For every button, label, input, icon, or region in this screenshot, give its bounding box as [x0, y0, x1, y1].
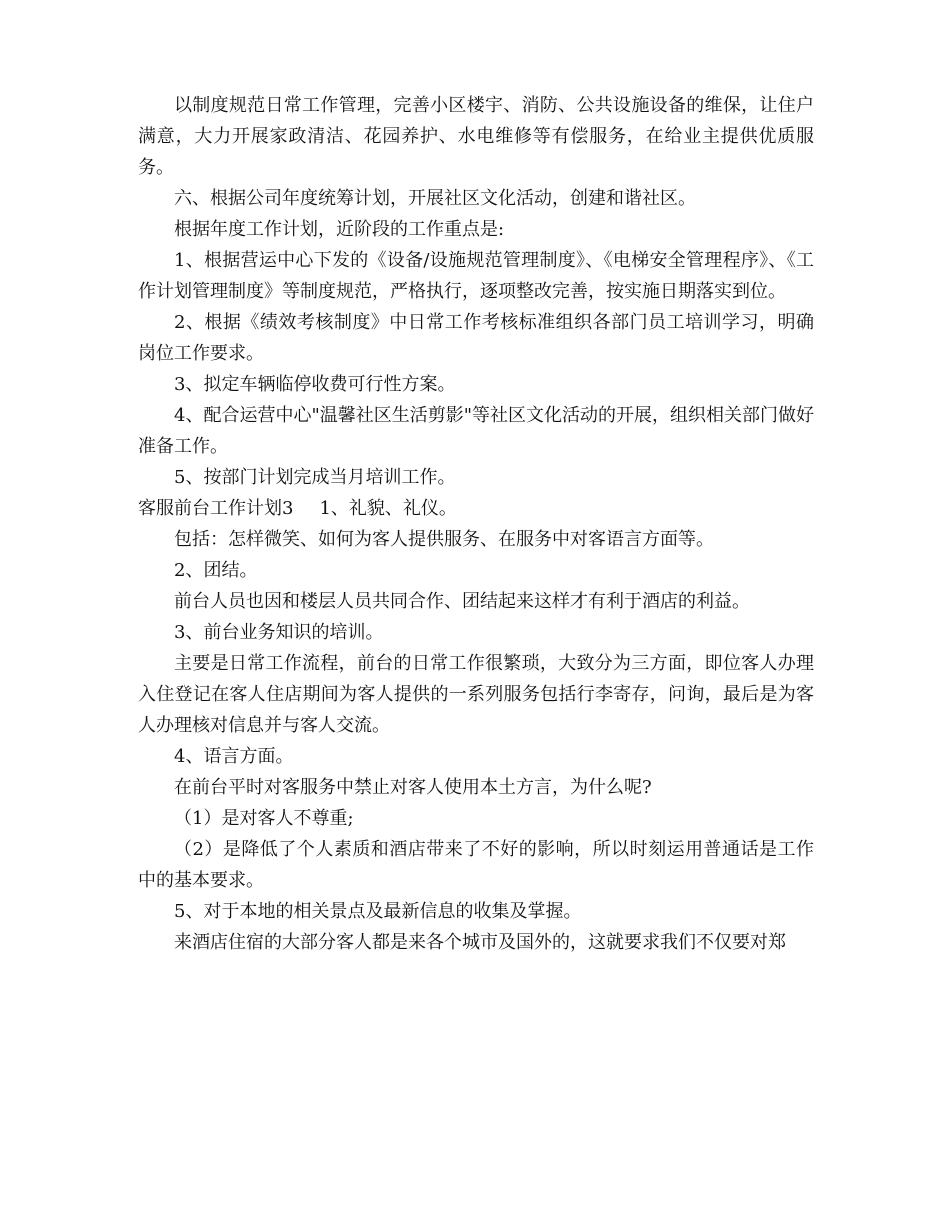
paragraph-5: 2、根据《绩效考核制度》中日常工作考核标准组织各部门员工培训学习，明确岗位工作要求。: [138, 312, 814, 364]
paragraph-18: （2）是降低了个人素质和酒店带来了不好的影响，所以时刻运用普通话是工作中的基本要求。: [138, 839, 814, 891]
paragraph-11: 2、团结。: [174, 560, 258, 581]
paragraph-12: 前台人员也因和楼层人员共同合作、团结起来这样才有利于酒店的利益。: [174, 591, 750, 612]
paragraph-10: 包括：怎样微笑、如何为客人提供服务、在服务中对客语言方面等。: [174, 529, 714, 550]
paragraph-13: 3、前台业务知识的培训。: [174, 622, 384, 643]
section-heading-line: [138, 493, 814, 524]
paragraph-8: 5、按部门计划完成当月培训工作。: [174, 467, 456, 488]
paragraph-7: 4、配合运营中心"温馨社区生活剪影"等社区文化活动的开展，组织相关部门做好准备工作。: [138, 405, 815, 457]
section-title: 客服前台工作计划3: [138, 498, 294, 519]
paragraph-3: 根据年度工作计划，近阶段的工作重点是:: [174, 219, 505, 240]
paragraph-1: 以制度规范日常工作管理，完善小区楼宇、消防、公共设施设备的维保，让住户满意，大力开展家政清洁、花园养护、水电维修等有偿服务，在给业主提供优质服务。: [138, 95, 814, 178]
paragraph-14: 主要是日常工作流程，前台的日常工作很繁琐，大致分为三方面，即位客人办理入住登记在客人住店期间为客人提供的一系列服务包括行李寄存，问询，最后是为客人办理核对信息并与客人交流。: [138, 653, 814, 736]
paragraph-19: 5、对于本地的相关景点及最新信息的收集及掌握。: [174, 901, 582, 922]
paragraph-15: 4、语言方面。: [174, 746, 294, 767]
paragraph-4: 1、根据营运中心下发的《设备/设施规范管理制度》、《电梯安全管理程序》、《工作计划管理制度》等制度规范，严格执行，逐项整改完善，按实施日期落实到位。: [138, 250, 814, 302]
section-first-item: 1、礼貌、礼仪。: [319, 498, 457, 519]
paragraph-17: （1）是对客人不尊重;: [174, 808, 354, 829]
paragraph-2: 六、根据公司年度统筹计划，开展社区文化活动，创建和谐社区。: [174, 188, 696, 209]
document-body: [138, 90, 814, 958]
paragraph-20: 来酒店住宿的大部分客人都是来各个城市及国外的，这就要求我们不仅要对郑: [174, 932, 786, 953]
paragraph-6: 3、拟定车辆临停收费可行性方案。: [174, 374, 456, 395]
paragraph-16: 在前台平时对客服务中禁止对客人使用本土方言，为什么呢?: [174, 777, 652, 798]
